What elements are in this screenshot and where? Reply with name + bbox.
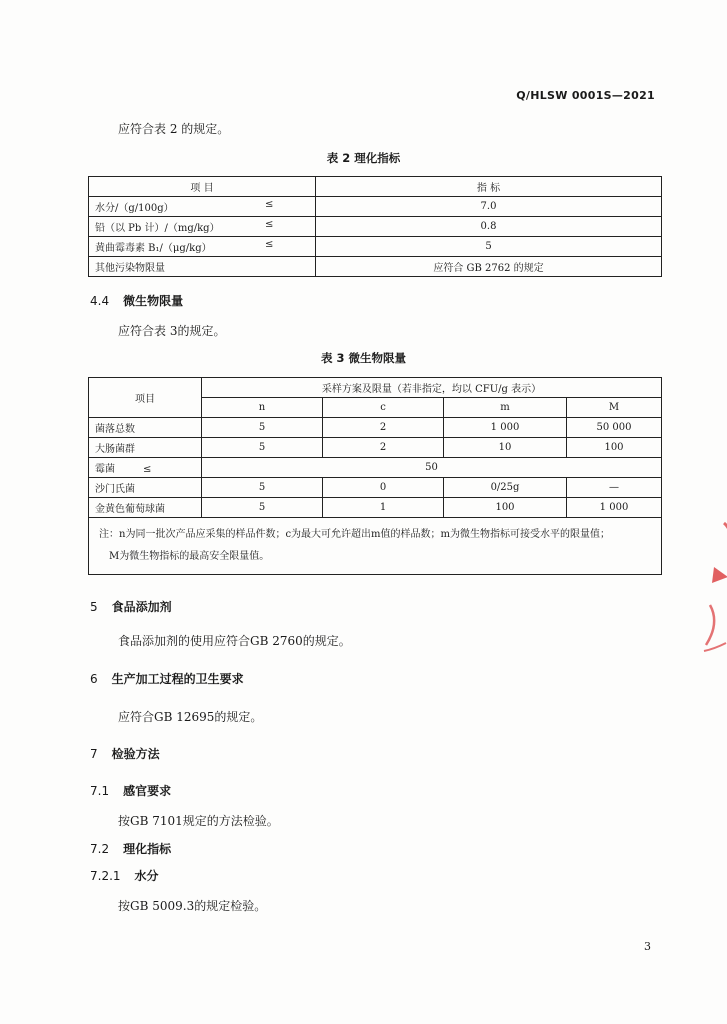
row-value: 应符合 GB 2762 的规定 [316, 257, 662, 277]
table-row [89, 418, 662, 438]
row-item: 黄曲霉毒素 B₁/（μg/kg） [95, 243, 212, 254]
section-number: 5 [90, 600, 98, 614]
header-c: c [323, 398, 444, 418]
header-item: 项目 [89, 378, 202, 418]
row-item: 铅（以 Pb 计）/（mg/kg） [95, 223, 220, 234]
section-number: 7.2.1 [90, 869, 121, 883]
red-seal-stamp [700, 505, 727, 665]
section-title: 食品添加剂 [111, 600, 172, 614]
table-row [89, 438, 662, 458]
cell-n: 5 [202, 478, 323, 498]
header-index: 指 标 [316, 177, 662, 197]
section-7-2-heading [90, 840, 171, 857]
cell-M: 50 000 [567, 418, 662, 438]
row-value: 7.0 [316, 197, 662, 217]
row-item: 沙门氏菌 [89, 478, 202, 498]
table-row-mold [89, 458, 662, 478]
cell-c: 2 [323, 418, 444, 438]
cell-c: 0 [323, 478, 444, 498]
section-title: 感官要求 [123, 784, 172, 798]
cell-m: 100 [444, 498, 567, 518]
table-row [89, 237, 662, 257]
table-header-row [89, 177, 662, 197]
section-number: 7.2 [90, 842, 110, 856]
cell-n: 5 [202, 438, 323, 458]
note-line-2: M为微生物指标的最高安全限量值。 [109, 551, 270, 562]
row-label [89, 237, 316, 257]
section-number: 7 [90, 747, 98, 761]
page-number: 3 [644, 940, 651, 953]
section-number: 4.4 [90, 294, 110, 308]
section-6-text: 应符合GB 12695的规定。 [118, 710, 263, 724]
cell-m: 10 [444, 438, 567, 458]
section-4-4-heading [90, 292, 183, 309]
table-note [89, 518, 662, 575]
cell-M: — [567, 478, 662, 498]
table-header-row [89, 378, 662, 398]
section-4-4-text: 应符合表 3的规定。 [118, 324, 226, 338]
section-title: 水分 [134, 869, 159, 883]
cell-n: 5 [202, 418, 323, 438]
microbial-table [88, 377, 662, 575]
section-number: 6 [90, 672, 98, 686]
row-item: 其他污染物限量 [95, 263, 165, 274]
section-title: 理化指标 [123, 842, 172, 856]
physicochemical-table [88, 176, 662, 277]
cell-c: 1 [323, 498, 444, 518]
row-label [89, 197, 316, 217]
section-7-1-text: 按GB 7101规定的方法检验。 [118, 814, 279, 828]
row-label [89, 257, 316, 277]
row-item: 金黄色葡萄球菌 [89, 498, 202, 518]
comparison-symbol: ≤ [265, 219, 274, 230]
intro-paragraph: 应符合表 2 的规定。 [118, 122, 230, 136]
table-row [89, 478, 662, 498]
header-item: 项 目 [89, 177, 316, 197]
section-5-text: 食品添加剂的使用应符合GB 2760的规定。 [118, 634, 351, 648]
section-7-1-heading [90, 782, 171, 799]
document-code: Q/HLSW 0001S—2021 [516, 89, 655, 102]
section-title: 生产加工过程的卫生要求 [111, 672, 244, 686]
header-n: n [202, 398, 323, 418]
cell-m: 1 000 [444, 418, 567, 438]
row-item: 大肠菌群 [89, 438, 202, 458]
cell-m: 0/25g [444, 478, 567, 498]
section-7-2-1-text: 按GB 5009.3的规定检验。 [118, 899, 267, 913]
row-label [89, 458, 202, 478]
cell-M: 1 000 [567, 498, 662, 518]
table-row [89, 498, 662, 518]
section-7-heading [90, 745, 160, 762]
row-item: 菌落总数 [89, 418, 202, 438]
section-5-heading [90, 598, 172, 615]
cell-n: 5 [202, 498, 323, 518]
table3-caption: 表 3 微生物限量 [320, 351, 406, 365]
table-row [89, 217, 662, 237]
section-title: 微生物限量 [123, 294, 184, 308]
table-row [89, 197, 662, 217]
row-value: 5 [316, 237, 662, 257]
row-item: 霉菌 [95, 464, 115, 475]
mold-value: 50 [202, 458, 662, 478]
comparison-symbol: ≤ [143, 464, 152, 475]
comparison-symbol: ≤ [265, 199, 274, 210]
note-line-1: 注：n为同一批次产品应采集的样品件数；c为最大可允许超出m值的样品数；m为微生物指标可接受水平的限量值； [99, 529, 611, 540]
header-M: M [567, 398, 662, 418]
header-plan: 采样方案及限量（若非指定，均以 CFU/g 表示） [202, 378, 662, 398]
table-row [89, 257, 662, 277]
section-title: 检验方法 [111, 747, 160, 761]
row-label [89, 217, 316, 237]
section-7-2-1-heading [90, 867, 159, 884]
table-note-row [89, 518, 662, 575]
table2-caption: 表 2 理化指标 [326, 151, 401, 165]
section-6-heading [90, 670, 244, 687]
section-number: 7.1 [90, 784, 110, 798]
cell-c: 2 [323, 438, 444, 458]
row-value: 0.8 [316, 217, 662, 237]
row-item: 水分/（g/100g） [95, 203, 174, 214]
header-m: m [444, 398, 567, 418]
cell-M: 100 [567, 438, 662, 458]
comparison-symbol: ≤ [265, 239, 274, 250]
